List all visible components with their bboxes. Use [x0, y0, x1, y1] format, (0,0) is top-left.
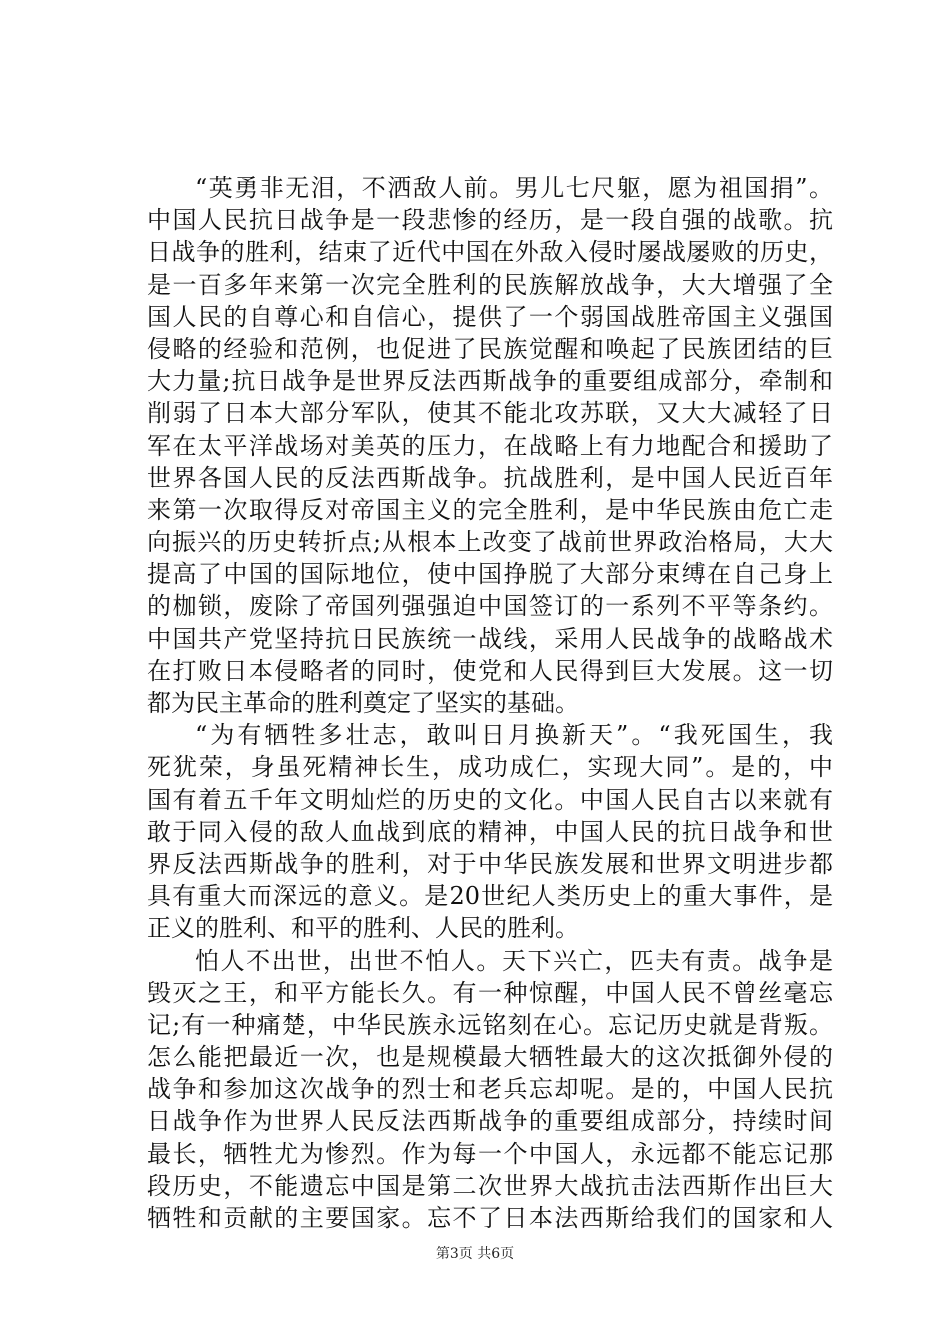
paragraph	[147, 945, 833, 1235]
paragraph	[147, 172, 833, 719]
text-line: 记;有一种痛楚，中华民族永远铭刻在心。忘记历史就是背叛。	[147, 1010, 833, 1039]
text-line: 段历史，不能遗忘中国是第二次世界大战抗击法西斯作出巨大	[147, 1171, 833, 1200]
text-line: 中国人民抗日战争是一段悲惨的经历，是一段自强的战歌。抗	[147, 206, 833, 235]
text-line: 死犹荣，身虽死精神长生，成功成仁，实现大同”。是的，中	[147, 753, 833, 782]
text-line: 具有重大而深远的意义。是20世纪人类历史上的重大事件，是	[147, 882, 833, 911]
text-line: 提高了中国的国际地位，使中国挣脱了大部分束缚在自己身上	[147, 560, 833, 589]
text-line: 的枷锁，废除了帝国列强强迫中国签订的一系列不平等条约。	[147, 592, 833, 621]
text-line: 牺牲和贡献的主要国家。忘不了日本法西斯给我们的国家和人	[147, 1204, 833, 1232]
text-line: 都为民主革命的胜利奠定了坚实的基础。	[147, 689, 579, 717]
text-line: 怎么能把最近一次，也是规模最大牺牲最大的这次抵御外侵的	[147, 1043, 833, 1072]
text-line: 中国共产党坚持抗日民族统一战线，采用人民战争的战略战术	[147, 624, 833, 653]
text-line: 日战争的胜利，结束了近代中国在外敌入侵时屡战屡败的历史，	[147, 238, 833, 267]
text-line: 界反法西斯战争的胜利，对于中华民族发展和世界文明进步都	[147, 849, 833, 878]
text-line: 国有着五千年文明灿烂的历史的文化。中国人民自古以来就有	[147, 785, 833, 814]
paragraph	[147, 719, 833, 944]
body-text	[147, 172, 833, 1234]
text-line: 来第一次取得反对帝国主义的完全胜利，是中华民族由危亡走	[147, 495, 833, 524]
text-line: 世界各国人民的反法西斯战争。抗战胜利，是中国人民近百年	[147, 463, 833, 492]
text-line: 向振兴的历史转折点;从根本上改变了战前世界政治格局，大大	[147, 528, 833, 557]
text-line: 大力量;抗日战争是世界反法西斯战争的重要组成部分，牵制和	[147, 367, 833, 396]
text-line: 国人民的自尊心和自信心，提供了一个弱国战胜帝国主义强国	[147, 302, 833, 331]
page-footer: 第3页 共6页	[435, 1246, 515, 1262]
text-line: 日战争作为世界人民反法西斯战争的重要组成部分，持续时间	[147, 1107, 833, 1136]
text-line: 侵略的经验和范例，也促进了民族觉醒和唤起了民族团结的巨	[147, 334, 833, 363]
text-line: 在打败日本侵略者的同时，使党和人民得到巨大发展。这一切	[147, 656, 833, 685]
text-line: 战争和参加这次战争的烈士和老兵忘却呢。是的，中国人民抗	[147, 1075, 833, 1104]
text-line: 军在太平洋战场对美英的压力，在战略上有力地配合和援助了	[147, 431, 833, 460]
text-line: 正义的胜利、和平的胜利、人民的胜利。	[147, 914, 579, 943]
text-line: 最长，牺牲尤为惨烈。作为每一个中国人，永远都不能忘记那	[147, 1139, 833, 1168]
text-line: 削弱了日本大部分军队，使其不能北攻苏联，又大大减轻了日	[147, 399, 833, 428]
text-line: 敢于同入侵的敌人血战到底的精神，中国人民的抗日战争和世	[147, 817, 833, 846]
text-line: 怕人不出世，出世不怕人。天下兴亡，匹夫有责。战争是	[195, 946, 833, 975]
text-line: 毁灭之王，和平方能长久。有一种惊醒，中国人民不曾丝毫忘	[147, 978, 833, 1007]
text-line: 是一百多年来第一次完全胜利的民族解放战争，大大增强了全	[147, 270, 833, 299]
text-line: “为有牺牲多壮志，敢叫日月换新天”。“我死国生，我	[195, 721, 833, 750]
text-line: “英勇非无泪，不洒敌人前。男儿七尺躯，愿为祖国捐”。	[195, 174, 833, 202]
